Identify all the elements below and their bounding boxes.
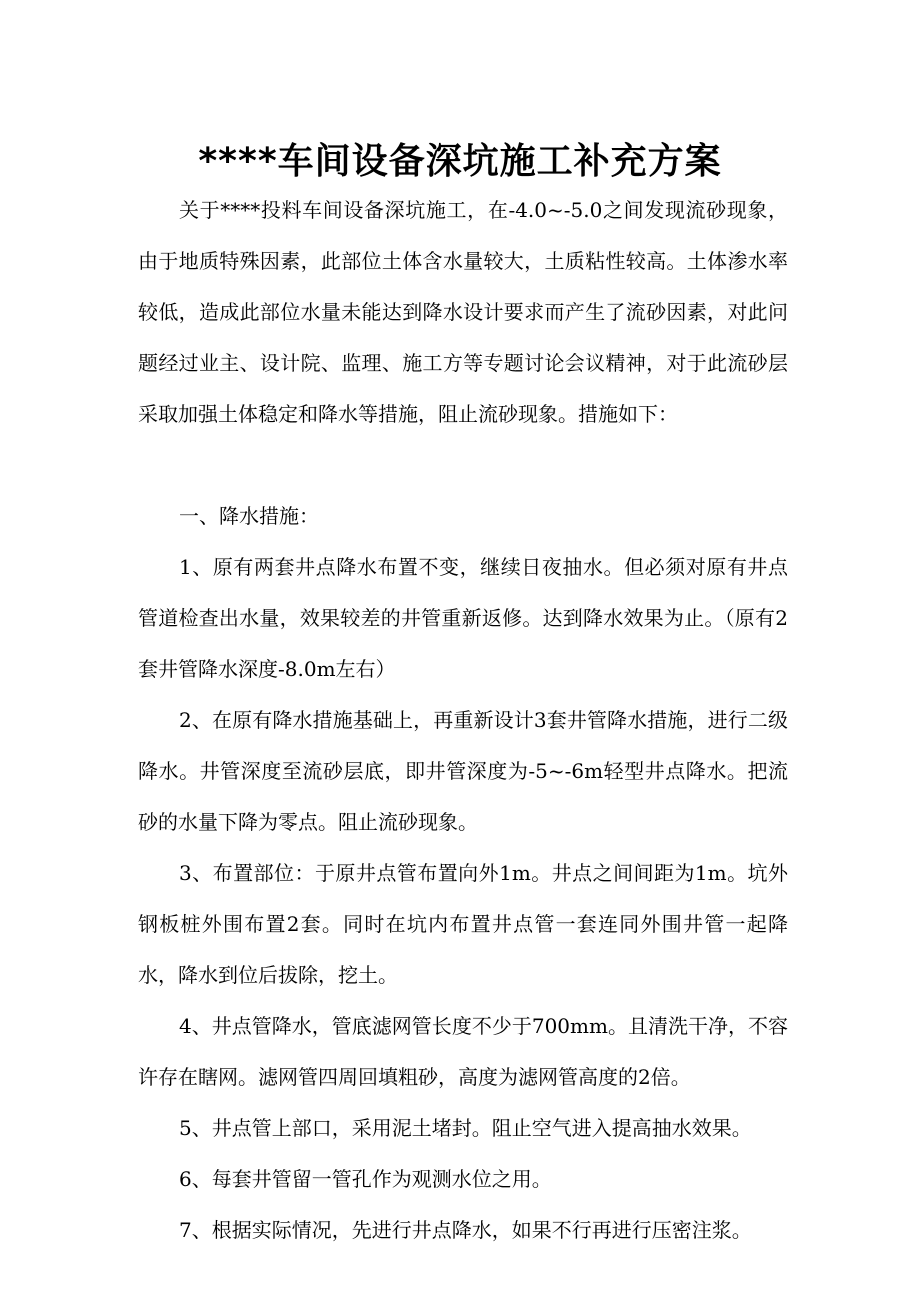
- item-5-text: 5、井点管上部口，采用泥土堵封。阻止空气进入提高抽水效果。: [179, 1116, 752, 1140]
- list-item: [138, 848, 788, 1001]
- document-title: ****车间设备深坑施工补充方案: [198, 141, 722, 182]
- item-1-text: 1、原有两套井点降水布置不变，继续日夜抽水。但必须对原有井点管道检查出水量，效果较差的井管重新返修。达到降水效果为止。（原有2套井管降水深度-8.0m左右）: [138, 555, 788, 681]
- list-item: [138, 1205, 788, 1256]
- list-item: [138, 1001, 788, 1103]
- list-item: [138, 542, 788, 695]
- item-2-text: 2、在原有降水措施基础上，再重新设计3套井管降水措施，进行二级降水。井管深度至流砂层底，即井管深度为-5~-6m轻型井点降水。把流砂的水量下降为零点。阻止流砂现象。: [138, 708, 788, 834]
- item-7-text: 7、根据实际情况，先进行井点降水，如果不行再进行压密注浆。: [179, 1218, 752, 1242]
- item-4-text: 4、井点管降水，管底滤网管长度不少于700mm。且清洗干净，不容许存在瞎网。滤网管四周回填粗砂，高度为滤网管高度的2倍。: [138, 1014, 788, 1089]
- section-heading: 一、降水措施：: [179, 504, 319, 528]
- item-6-text: 6、每套井管留一管孔作为观测水位之用。: [179, 1167, 552, 1191]
- list-item: [138, 695, 788, 848]
- intro-text: 关于****投料车间设备深坑施工，在-4.0~-5.0之间发现流砂现象，由于地质特殊因素，此部位土体含水量较大，土质粘性较高。土体渗水率较低，造成此部位水量未能达到降水设计要求而产生了流砂因素，对此问题经过业主、设计院、监理、施工方等专题讨论会议精神，对于此流砂层采取加强土体稳定和降水等措施，阻止流砂现象。措施如下：: [138, 198, 788, 426]
- item-3-text: 3、布置部位：于原井点管布置向外1m。井点之间间距为1m。坑外钢板桩外围布置2套。同时在坑内布置井点管一套连同外围井管一起降水，降水到位后拔除，挖土。: [138, 861, 788, 987]
- list-item: [138, 1103, 788, 1154]
- list-item: [138, 1154, 788, 1205]
- section-heading-block: [138, 491, 788, 542]
- intro-paragraph: [138, 185, 788, 440]
